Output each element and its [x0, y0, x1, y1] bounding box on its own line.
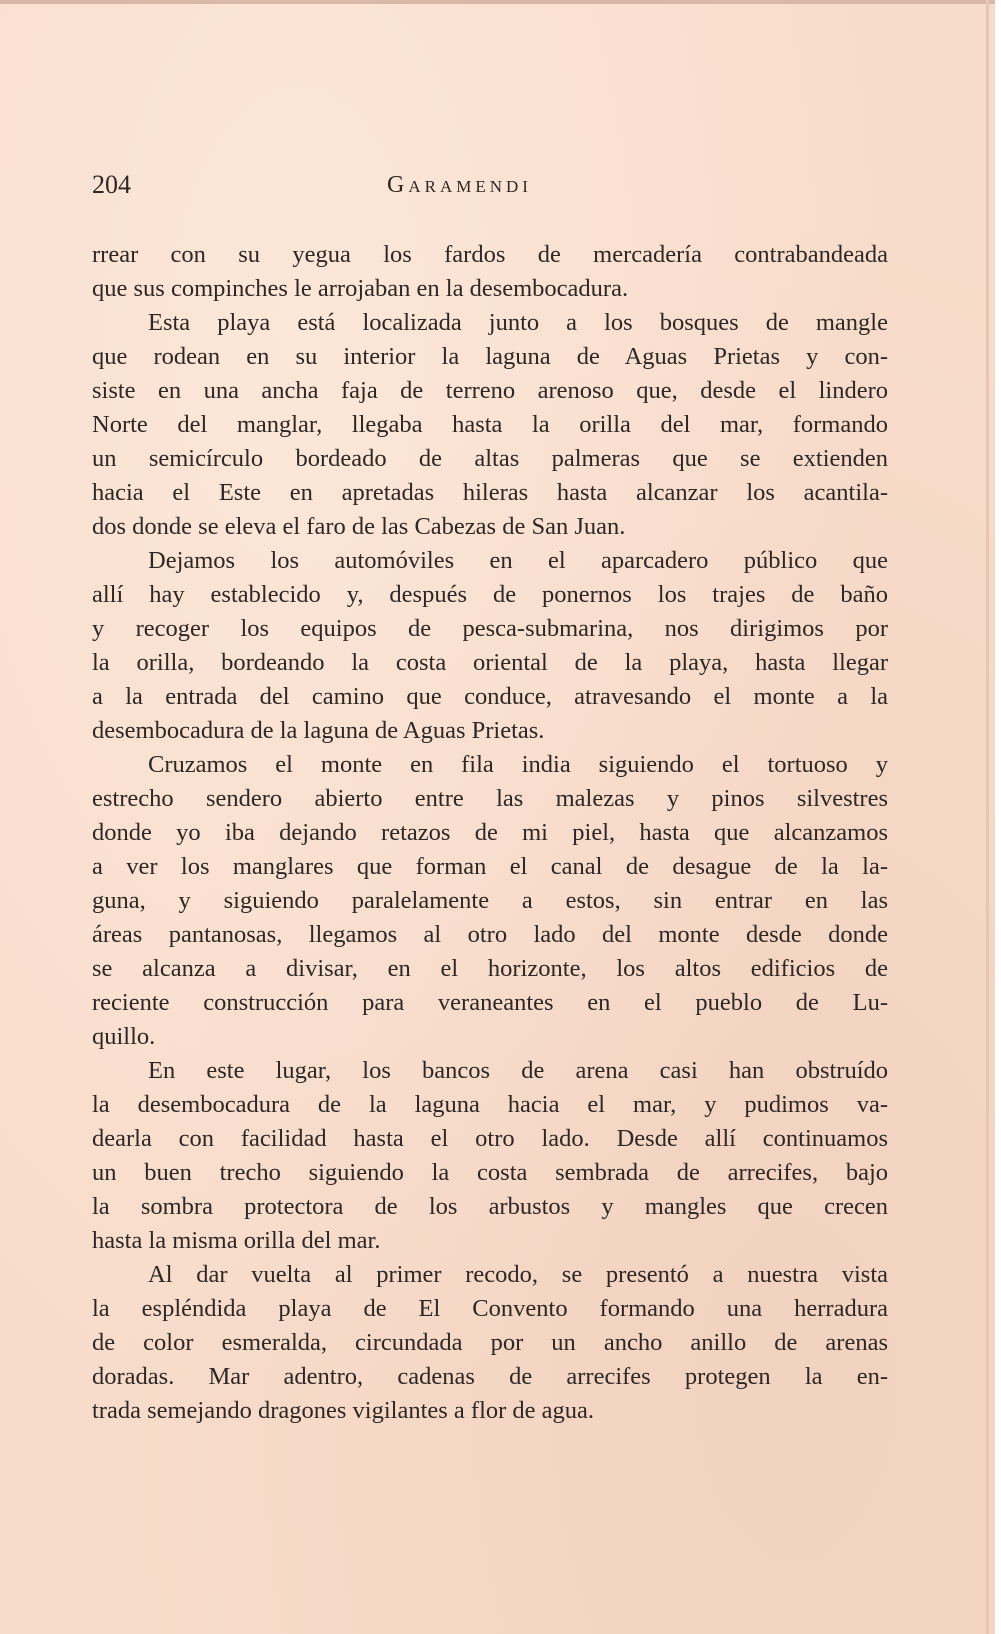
text-line-content: guna, y siguiendo paralelamente a estos, sin entrar en las [92, 887, 888, 914]
text-line-content: de color esmeralda, circundada por un ancho anillo de arenas [92, 1329, 888, 1356]
text-line [92, 714, 888, 748]
text-line [92, 884, 888, 918]
text-line-content: se alcanza a divisar, en el horizonte, los altos edificios de [92, 955, 888, 982]
text-line-content: un semicírculo bordeado de altas palmeras que se extienden [92, 445, 888, 472]
text-line [92, 1258, 888, 1292]
page-header [92, 170, 892, 210]
text-line [92, 510, 888, 544]
text-line [92, 952, 888, 986]
text-line-content: quillo. [92, 1023, 156, 1050]
text-line-content: doradas. Mar adentro, cadenas de arrecifes protegen la en- [92, 1363, 888, 1390]
text-line-content: Norte del manglar, llegaba hasta la orilla del mar, formando [92, 411, 888, 438]
text-line-content: Al dar vuelta al primer recodo, se presentó a nuestra vista [148, 1261, 888, 1288]
text-line [92, 1088, 888, 1122]
text-line-content: hacia el Este en apretadas hileras hasta alcanzar los acantila- [92, 479, 888, 506]
text-line [92, 782, 888, 816]
text-line-content: rrear con su yegua los fardos de mercadería contrabandeada [92, 241, 888, 268]
page-number: 204 [92, 170, 131, 199]
text-line [92, 578, 888, 612]
text-line-content: allí hay establecido y, después de ponernos los trajes de baño [92, 581, 888, 608]
text-line-content: áreas pantanosas, llegamos al otro lado del monte desde donde [92, 921, 888, 948]
text-line [92, 1020, 888, 1054]
text-line [92, 1190, 888, 1224]
text-line [92, 272, 888, 306]
text-line [92, 918, 888, 952]
page-top-edge [0, 0, 995, 4]
running-head: Garamendi [387, 172, 532, 198]
text-line-content: estrecho sendero abierto entre las malezas y pinos silvestres [92, 785, 888, 812]
text-line-content: a la entrada del camino que conduce, atravesando el monte a la [92, 683, 888, 710]
text-line-content: la orilla, bordeando la costa oriental de la playa, hasta llegar [92, 649, 888, 676]
text-line [92, 1122, 888, 1156]
text-line-content: desembocadura de la laguna de Aguas Prietas. [92, 717, 545, 744]
text-line [92, 986, 888, 1020]
text-line [92, 374, 888, 408]
text-line [92, 1360, 888, 1394]
text-line-content: En este lugar, los bancos de arena casi han obstruído [148, 1057, 888, 1084]
text-line [92, 1326, 888, 1360]
text-line [92, 748, 888, 782]
text-line-content: siste en una ancha faja de terreno arenoso que, desde el lindero [92, 377, 888, 404]
text-line-content: que rodean en su interior la laguna de Aguas Prietas y con- [92, 343, 888, 370]
text-line [92, 238, 888, 272]
text-line-content: la espléndida playa de El Convento formando una herradura [92, 1295, 888, 1322]
text-line [92, 1292, 888, 1326]
text-line [92, 680, 888, 714]
text-line [92, 1394, 888, 1428]
text-line-content: Dejamos los automóviles en el aparcadero público que [148, 547, 888, 574]
text-line [92, 340, 888, 374]
body-text [92, 238, 888, 1428]
text-line-content: Esta playa está localizada junto a los bosques de mangle [148, 309, 888, 336]
page-right-edge [986, 0, 989, 1634]
text-line [92, 612, 888, 646]
text-line-content: dos donde se eleva el faro de las Cabezas de San Juan. [92, 513, 626, 540]
text-line-content: donde yo iba dejando retazos de mi piel, hasta que alcanzamos [92, 819, 888, 846]
text-line-content: que sus compinches le arrojaban en la desembocadura. [92, 275, 629, 302]
text-line-content: a ver los manglares que forman el canal de desague de la la- [92, 853, 888, 880]
text-line-content: un buen trecho siguiendo la costa sembrada de arrecifes, bajo [92, 1159, 888, 1186]
text-line [92, 476, 888, 510]
text-line [92, 306, 888, 340]
text-line-content: la desembocadura de la laguna hacia el mar, y pudimos va- [92, 1091, 888, 1118]
text-line-content: la sombra protectora de los arbustos y mangles que crecen [92, 1193, 888, 1220]
text-line-content: reciente construcción para veraneantes en el pueblo de Lu- [92, 989, 888, 1016]
text-line-content: y recoger los equipos de pesca-submarina, nos dirigimos por [92, 615, 888, 642]
text-line [92, 1156, 888, 1190]
text-line-content: trada semejando dragones vigilantes a flor de agua. [92, 1397, 595, 1424]
text-line-content: Cruzamos el monte en fila india siguiendo el tortuoso y [148, 751, 888, 778]
text-line-content: hasta la misma orilla del mar. [92, 1227, 381, 1254]
text-line-content: dearla con facilidad hasta el otro lado. Desde allí continuamos [92, 1125, 888, 1152]
text-line [92, 646, 888, 680]
text-line [92, 442, 888, 476]
text-line [92, 816, 888, 850]
text-line [92, 1224, 888, 1258]
text-line [92, 850, 888, 884]
text-line [92, 1054, 888, 1088]
text-line [92, 544, 888, 578]
text-line [92, 408, 888, 442]
